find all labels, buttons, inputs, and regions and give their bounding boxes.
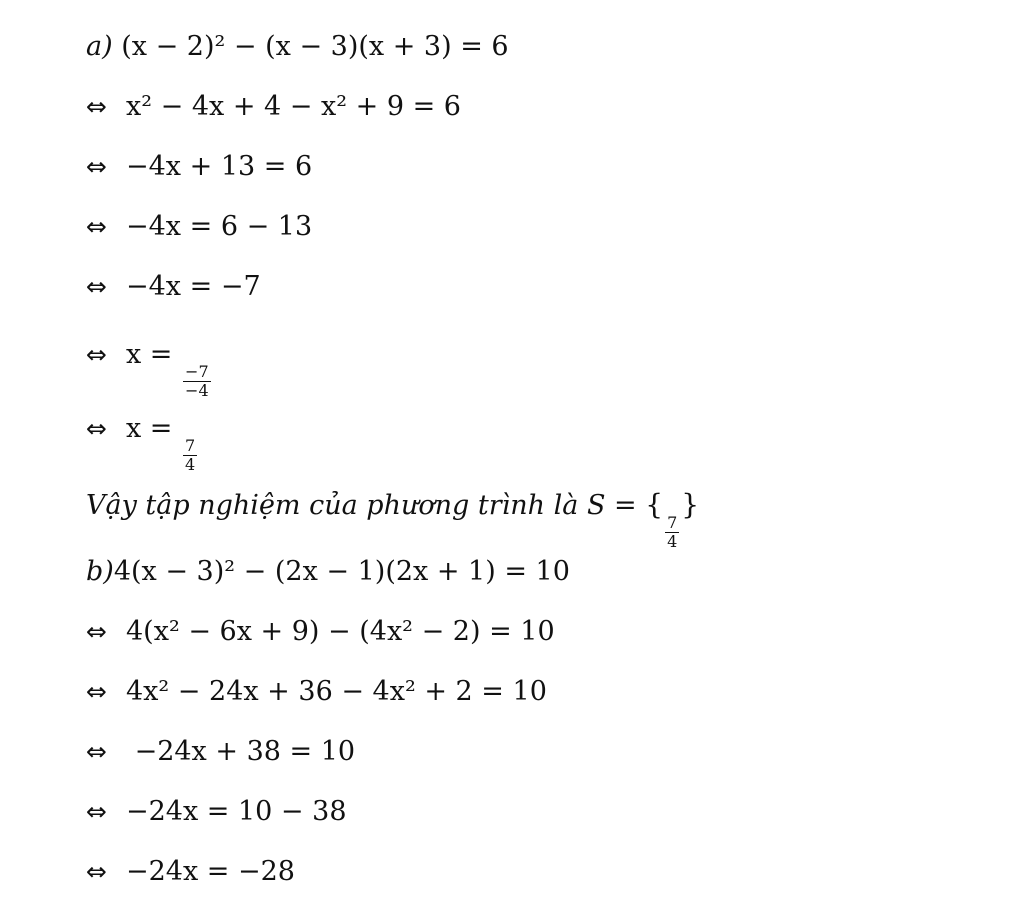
fraction-numerator: 7 [185,436,196,455]
iff-symbol: ⇔ [86,414,107,443]
iff-symbol: ⇔ [86,617,107,646]
step-line [86,735,355,769]
fraction-denominator: 4 [185,455,196,474]
step-text: −24x = 10 − 38 [126,796,347,827]
fraction [183,437,197,474]
set-open-brace: { [645,488,664,521]
step-text: 4x² − 24x + 36 − 4x² + 2 = 10 [126,676,547,707]
step-text: −4x + 13 = 6 [126,151,313,182]
fraction-numerator: 7 [667,513,678,532]
iff-symbol: ⇔ [86,152,107,181]
step-text: x² − 4x + 4 − x² + 9 = 6 [126,91,461,122]
iff-symbol: ⇔ [86,272,107,301]
step-line [86,150,312,184]
fraction-step [86,338,213,400]
fraction-step [86,412,199,474]
part-b-equation-text: 4(x − 3)² − (2x − 1)(2x + 1) = 10 [113,556,570,587]
iff-symbol: ⇔ [86,340,107,369]
step-text: −4x = 6 − 13 [126,211,313,242]
solution-set-line [86,488,699,551]
step-line [86,270,261,304]
step-line [86,90,461,124]
fraction-lhs: x = [126,413,173,444]
part-b-label: b) [86,556,114,587]
step-text: −4x = −7 [126,271,261,302]
part-b-equation [86,555,570,589]
iff-symbol: ⇔ [86,212,107,241]
set-close-brace: } [681,488,700,521]
fraction-denominator: −4 [185,381,209,400]
iff-symbol: ⇔ [86,857,107,886]
iff-symbol: ⇔ [86,737,107,766]
step-line [86,795,347,829]
fraction-numerator: −7 [185,362,209,381]
step-line [86,675,547,709]
step-line [86,210,312,244]
step-line [86,615,555,649]
step-text: 4(x² − 6x + 9) − (4x² − 2) = 10 [126,616,555,647]
fraction-denominator: 4 [667,532,678,551]
solution-fraction [665,514,679,551]
part-a-equation-text: (x − 2)² − (x − 3)(x + 3) = 6 [121,31,509,62]
fraction-lhs: x = [126,339,173,370]
iff-symbol: ⇔ [86,797,107,826]
solution-set-lhs: S = [586,490,637,521]
iff-symbol: ⇔ [86,677,107,706]
conclusion-text: Vậy tập nghiệm của phương trình là [86,490,579,521]
step-text: −24x + 38 = 10 [126,736,356,767]
fraction [183,363,211,400]
part-a-label: a) [86,31,113,62]
step-text: −24x = −28 [126,856,295,887]
iff-symbol: ⇔ [86,92,107,121]
part-a-equation [86,30,509,64]
step-line [86,855,295,889]
